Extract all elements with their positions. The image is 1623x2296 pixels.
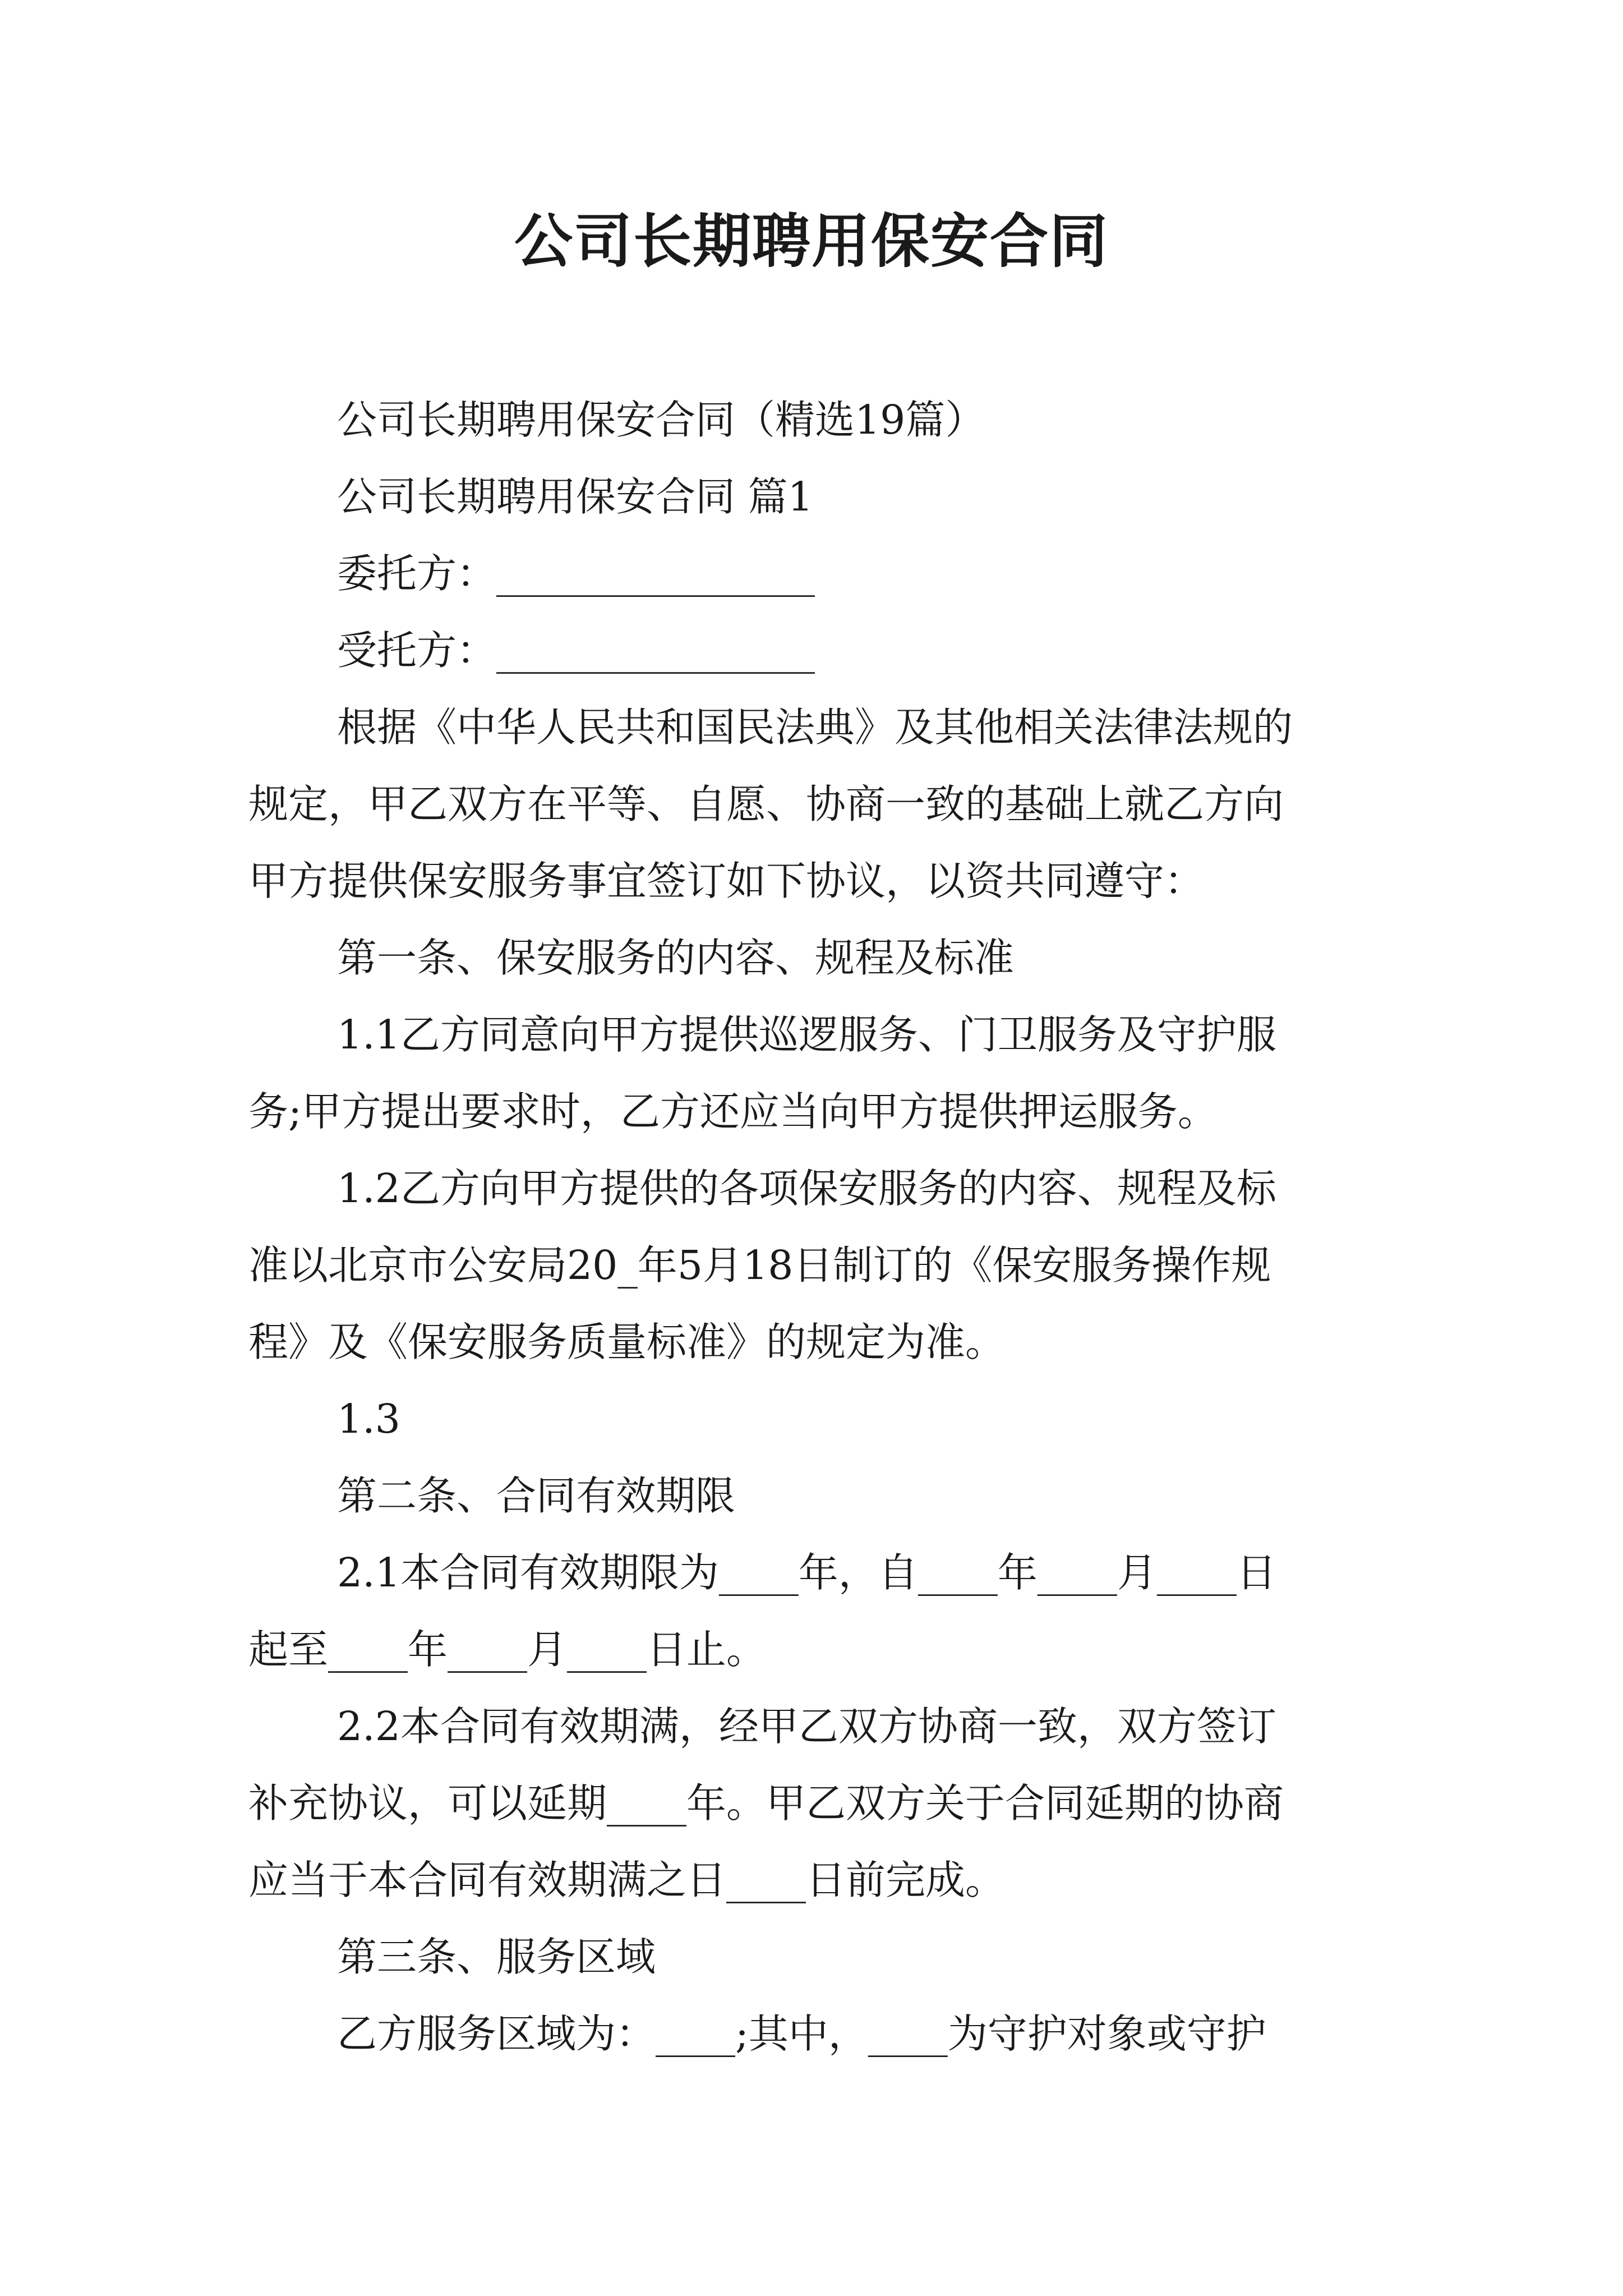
- paragraph-line: 规定，甲乙双方在平等、自愿、协商一致的基础上就乙方向: [248, 781, 1284, 827]
- client-text: 委托方：________________: [337, 550, 815, 597]
- paragraph-line: 准以北京市公安局20_年5月18日制订的《保安服务操作规: [248, 1242, 1271, 1289]
- client-line: [248, 535, 1390, 612]
- section-heading-text: 公司长期聘用保安合同 篇1: [337, 473, 813, 520]
- article2-2: [248, 1688, 1390, 1918]
- paragraph-line: 第三条、服务区域: [337, 1934, 656, 1980]
- article3-heading: [248, 1918, 1390, 1995]
- paragraph-line: 第一条、保安服务的内容、规程及标准: [337, 935, 1015, 981]
- contractor-text: 受托方：________________: [337, 627, 815, 674]
- article1-2: [248, 1150, 1390, 1381]
- section-heading-line: [248, 458, 1390, 535]
- paragraph-line: 甲方提供保安服务事宜签订如下协议，以资共同遵守：: [248, 858, 1205, 904]
- article3-body: [248, 1995, 1390, 2072]
- paragraph-line: 1.1乙方同意向甲方提供巡逻服务、门卫服务及守护服: [337, 1011, 1276, 1058]
- paragraph-line: 乙方服务区域为：____;其中，____为守护对象或守护: [337, 2010, 1266, 2057]
- paragraph-line: 2.2本合同有效期满，经甲乙双方协商一致，双方签订: [337, 1703, 1276, 1750]
- paragraph-line: 根据《中华人民共和国民法典》及其他相关法律法规的: [337, 704, 1293, 751]
- document-title: 公司长期聘用保安合同: [514, 207, 1109, 275]
- paragraph-line: 补充协议，可以延期____年。甲乙双方关于合同延期的协商: [248, 1780, 1284, 1826]
- article1-3: [248, 1381, 1390, 1457]
- paragraph-line: 起至____年____月____日止。: [248, 1626, 767, 1673]
- subtitle-text: 公司长期聘用保安合同（精选19篇）: [337, 397, 985, 443]
- subtitle-line: [248, 381, 1390, 458]
- paragraph-line: 程》及《保安服务质量标准》的规定为准。: [248, 1319, 1006, 1365]
- article2-heading: [248, 1457, 1390, 1534]
- article1-1: [248, 996, 1390, 1150]
- paragraph-line: 务;甲方提出要求时，乙方还应当向甲方提供押运服务。: [248, 1088, 1218, 1135]
- document-body: [248, 381, 1390, 2072]
- paragraph-line: 应当于本合同有效期满之日____日前完成。: [248, 1857, 1006, 1903]
- paragraph-line: 2.1本合同有效期限为____年，自____年____月____日: [337, 1549, 1276, 1596]
- paragraph-line: 第二条、合同有效期限: [337, 1473, 736, 1519]
- contractor-line: [248, 612, 1390, 689]
- paragraph-intro: [248, 689, 1390, 919]
- article2-1: [248, 1534, 1390, 1688]
- paragraph-line: 1.2乙方向甲方提供的各项保安服务的内容、规程及标: [337, 1165, 1276, 1212]
- paragraph-line: 1.3: [337, 1396, 400, 1442]
- article1-heading: [248, 919, 1390, 996]
